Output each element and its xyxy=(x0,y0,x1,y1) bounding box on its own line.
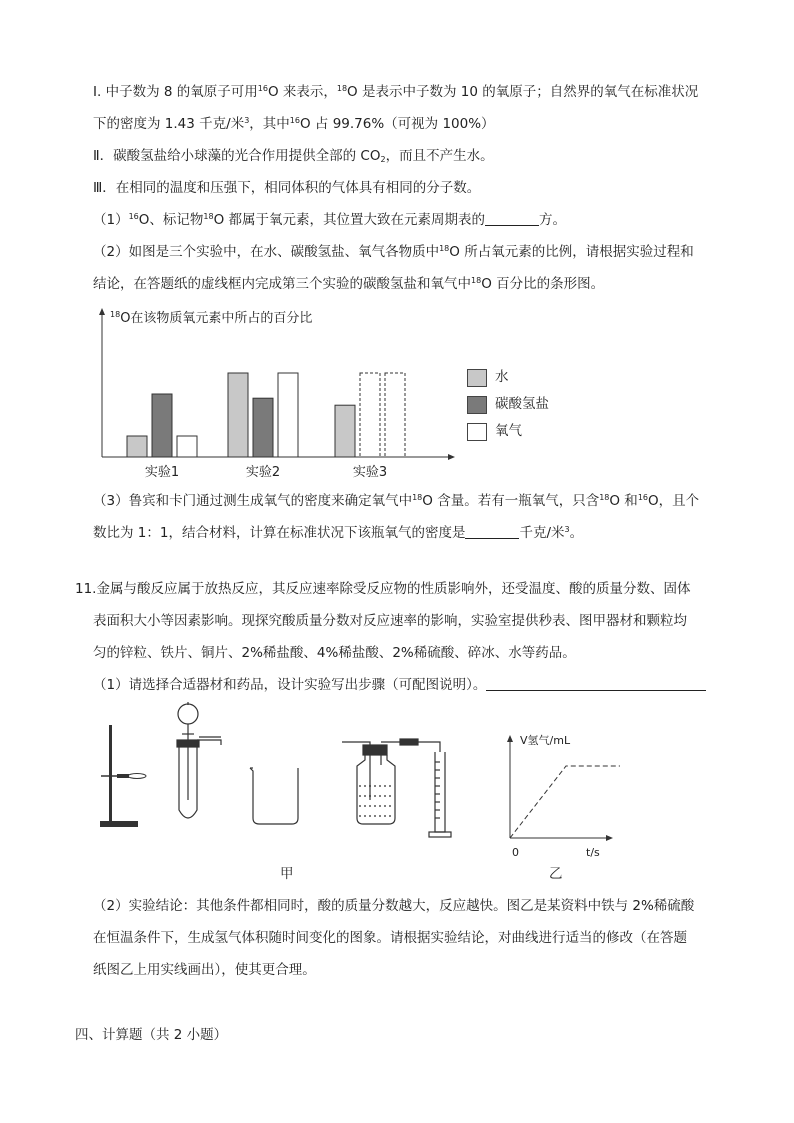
bar-chart xyxy=(90,305,470,485)
q11-part1: （1）请选择合适器材和药品，设计实验写出步骤（可配图说明）。 xyxy=(93,675,706,695)
legend-label-bicarbonate: 碳酸氢盐 xyxy=(495,396,549,412)
x-axis-arrow xyxy=(448,454,455,460)
graph-y-arrow xyxy=(507,735,513,742)
q10-part2-line1: （2）如图是三个实验中，在水、碳酸氢盐、氧气各物质中$^{18}$O 所占氧元素的比例，请根据实验过程和 xyxy=(93,244,694,260)
graph-origin: 0 xyxy=(512,846,519,859)
graph-ylabel: V氢气/mL xyxy=(520,734,571,747)
graduated-cylinder-icon xyxy=(429,752,451,837)
beaker-icon xyxy=(250,768,298,824)
answer-blank[interactable] xyxy=(465,524,519,539)
q11-line3: 匀的锌粒、铁片、铜片、2%稀盐酸、4%稀盐酸、2%稀硫酸、碎冰、水等药品。 xyxy=(93,645,576,661)
x-tick-label: 实验1 xyxy=(144,465,180,480)
bar-1-1 xyxy=(127,436,147,457)
legend-swatch-water xyxy=(467,369,487,387)
q11-line1: 11.金属与酸反应属于放热反应，其反应速率除受反应物的性质影响外，还受温度、酸的质量分数、固体 xyxy=(75,581,691,597)
q10-part3-line2: 数比为 1：1，结合材料，计算在标准状况下该瓶氧气的密度是 千克/米$^3$。 xyxy=(93,525,584,541)
answer-blank[interactable] xyxy=(485,211,539,226)
material-line-1: Ⅰ. 中子数为 8 的氧原子可用$^{16}$O 来表示，$^{18}$O 是表示中子数为 10 的氧原子；自然界的氧气在标准状况 xyxy=(93,84,699,100)
bar-2-2 xyxy=(253,398,273,457)
material-line-2: 下的密度为 1.43 千克/米$^3$，其中$^{16}$O 占 99.76%（可视为 100%） xyxy=(93,116,495,132)
legend-label-water: 水 xyxy=(495,369,509,385)
bar-2-1 xyxy=(228,373,248,457)
x-tick-label: 实验3 xyxy=(352,465,388,480)
graph-curve xyxy=(510,766,620,838)
question-number: 11. xyxy=(75,581,97,597)
answer-blank[interactable] xyxy=(486,676,706,691)
chart-title: $^{18}$O在该物质氧元素中所占的百分比 xyxy=(110,310,313,326)
legend-label-oxygen: 氧气 xyxy=(495,423,522,439)
graph-x-arrow xyxy=(606,835,613,841)
figure-label-jia: 甲 xyxy=(280,866,294,882)
y-axis-arrow xyxy=(99,308,105,315)
bar-placeholder-3-2 xyxy=(360,373,380,457)
gas-washing-bottle-icon xyxy=(342,739,440,824)
legend-swatch-oxygen xyxy=(467,423,487,441)
q11-part2-line3: 纸图乙上用实线画出），使其更合理。 xyxy=(93,962,316,978)
bar-1-3 xyxy=(177,436,197,457)
q11-line2: 表面积大小等因素影响。现探究酸质量分数对反应速率的影响，实验室提供秒表、图甲器材和颗粒均 xyxy=(93,613,687,629)
legend-swatch-bicarbonate xyxy=(467,396,487,414)
bar-placeholder-3-3 xyxy=(385,373,405,457)
bar-2-3 xyxy=(278,373,298,457)
figure-label-yi: 乙 xyxy=(549,866,563,882)
x-tick-label: 实验2 xyxy=(245,465,281,480)
apparatus-figure xyxy=(95,700,485,850)
funnel-test-tube-icon xyxy=(177,702,221,818)
graph-xlabel: t/s xyxy=(586,846,600,859)
iron-stand-icon xyxy=(100,725,146,827)
section-heading: 四、计算题（共 2 小题） xyxy=(75,1027,228,1043)
q11-part2-line2: 在恒温条件下，生成氢气体积随时间变化的图象。请根据实验结论，对曲线进行适当的修改（在答题 xyxy=(93,930,687,946)
bar-3-1 xyxy=(335,405,355,457)
material-line-3: Ⅱ．碳酸氢盐给小球藻的光合作用提供全部的 $CO_2$，而且不产生水。 xyxy=(93,148,494,164)
q10-part1: $(1)^{16}O$、标记物$^{18}$O 都属于氧元素，其位置大致在元素周期表的 方。 xyxy=(93,212,567,228)
q10-part3-line1: （3）鲁宾和卡门通过测生成氧气的密度来确定氧气中$^{18}$O 含量。若有一瓶氧气，只含$^{18}$O 和$^{16}$O，且个 xyxy=(93,493,700,509)
q11-part2-line1: （2）实验结论：其他条件都相同时，酸的质量分数越大，反应越快。图乙是某资料中铁与 2%稀硫酸 xyxy=(93,898,695,914)
bar-1-2 xyxy=(152,394,172,457)
material-line-4: Ⅲ．在相同的温度和压强下，相同体积的气体具有相同的分子数。 xyxy=(93,180,481,196)
q10-part2-line2: 结论，在答题纸的虚线框内完成第三个实验的碳酸氢盐和氧气中$^{18}$O 百分比的条形图。 xyxy=(93,276,605,292)
chart-legend xyxy=(467,367,587,447)
volume-time-graph xyxy=(500,730,620,860)
